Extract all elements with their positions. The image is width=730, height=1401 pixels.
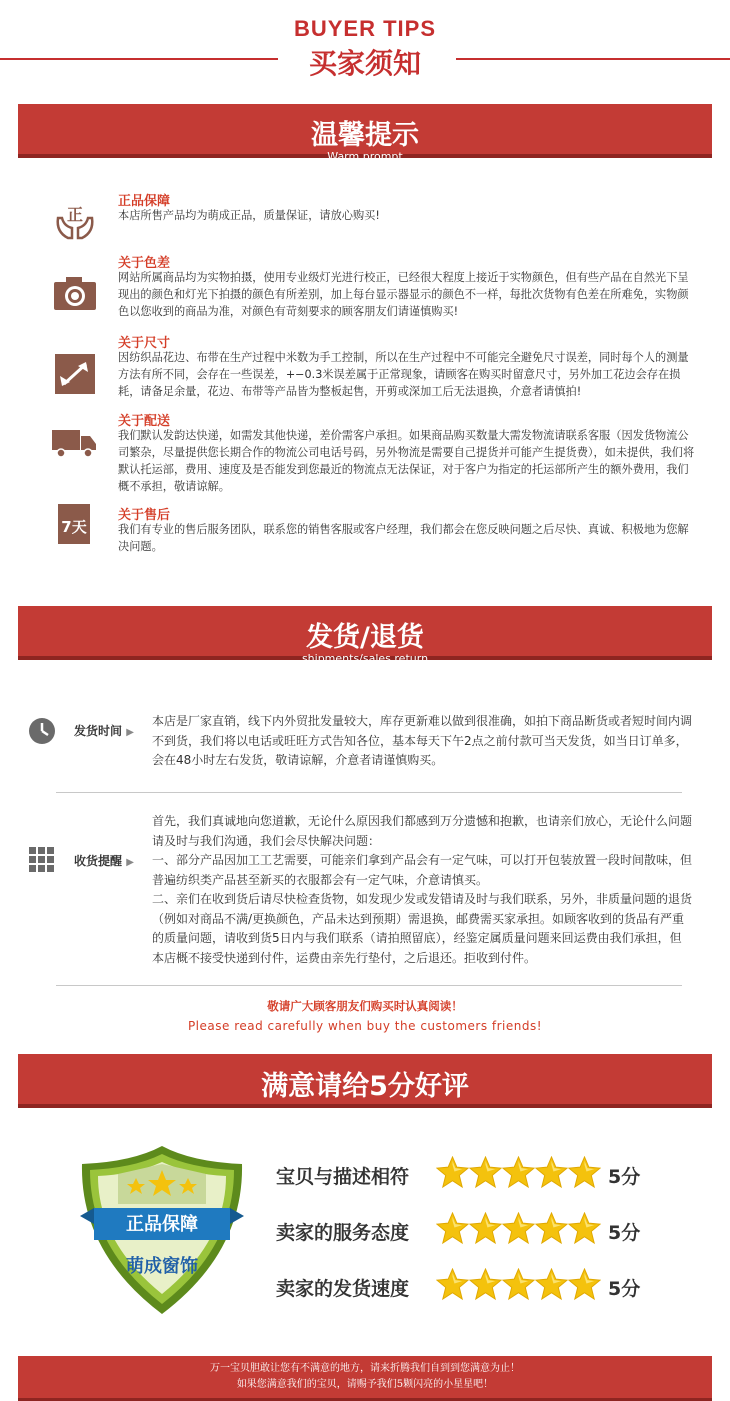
clock-icon	[28, 717, 56, 745]
rating-label: 卖家的发货速度	[276, 1278, 410, 1300]
svg-text:7天: 7天	[61, 518, 87, 536]
star-icon	[469, 1156, 502, 1189]
section-divider	[56, 792, 682, 793]
footer-banner	[18, 1356, 712, 1401]
grid-icon	[28, 846, 56, 874]
warm-prompt-title: 温馨提示	[311, 120, 419, 151]
page-header	[0, 0, 730, 90]
tip-size	[52, 332, 702, 402]
tip-heading: 关于色差	[118, 256, 171, 271]
receipt-reminder-text: 首先，我们真诚地向您道歉，无论什么原因我们都感到万分遗憾和抱歉，也请亲们放心，无论什么问题请及时与我们沟通，我们会尽快解决问题： 一、部分产品因加工工艺需要，可能亲们拿到产品会有一定气味，可以打开包装放置一段时间散味，但普遍纺织类产品甚至新买的衣服都会有一定气味，介意请慎买。 二、亲们在收到货后请尽快检查货物，如发现少发或发错请及时与我们联系，另外，非质量问题的退货（例如对商品不满/更换颜色，产品未达到预期）需退换，邮费需买家承担。如顾客收到的货品有严重的质量问题，请收到货5日内与我们联系（请拍照留底），经鉴定属质量问题来回运费由我们承担，但本店概不接受快递到付件，运费由亲先行垫付，之后退还。拒收到付件。	[152, 814, 693, 965]
warm-prompt-banner	[18, 104, 712, 163]
tip-genuine	[52, 190, 702, 250]
rating-row	[276, 1156, 656, 1196]
shipping-time-section	[28, 712, 708, 776]
svg-text:正品保障: 正品保障	[126, 1214, 198, 1235]
rating-stars	[436, 1212, 601, 1248]
rating-title: 满意请给5分好评	[261, 1071, 469, 1102]
tip-heading: 关于售后	[118, 508, 171, 523]
genuine-shield-badge	[74, 1142, 250, 1318]
star-icon	[535, 1212, 568, 1245]
svg-text:萌成窗饰: 萌成窗饰	[126, 1256, 198, 1277]
camera-icon	[52, 274, 98, 314]
star-icon	[502, 1268, 535, 1301]
svg-text:正: 正	[66, 205, 84, 224]
shipping-time-label: 发货时间 ▶	[74, 724, 134, 738]
tip-body: 我们有专业的售后服务团队，联系您的销售客服或客户经理，我们都会在您反映问题之后尽快、真诚、积极地为您解决问题。	[118, 523, 689, 553]
footer-line-2: 如果您满意我们的宝贝，请赐予我们5颗闪亮的小星星吧！	[236, 1379, 494, 1390]
tip-body: 因纺织品花边、布带在生产过程中米数为手工控制，所以在生产过程中不可能完全避免尺寸误差，同时每个人的测量方法有所不同，会存在一些误差，+−0.3米误差属于正常现象，请顾客在购买时留意尺寸，另外加工花边会存在损耗，请备足余量，花边、布带等产品皆为整板起售，开剪或深加工后无法退换，介意者请慎拍!	[118, 351, 689, 398]
shipping-title: 发货/退货	[306, 622, 424, 653]
star-icon	[568, 1212, 601, 1245]
tip-heading: 关于配送	[118, 414, 171, 429]
resize-arrow-icon	[52, 354, 98, 394]
tip-color	[52, 252, 702, 320]
rating-stars	[436, 1268, 601, 1304]
shipping-banner	[18, 606, 712, 665]
star-icon	[469, 1268, 502, 1301]
read-notice-cn: 敬请广大顾客朋友们购买时认真阅读！	[267, 999, 463, 1013]
rating-stars	[436, 1156, 601, 1192]
shipping-subtitle: shipments/sales return	[301, 652, 429, 665]
warm-prompt-subtitle: Warm prompt	[327, 150, 403, 163]
star-icon	[535, 1156, 568, 1189]
section-divider	[56, 985, 682, 986]
star-icon	[436, 1212, 469, 1245]
receipt-reminder-label: 收货提醒 ▶	[74, 854, 134, 868]
shipping-time-text: 本店是厂家直销，线下内外贸批发量较大，库存更新难以做到很准确，如拍下商品断货或者短时间内调不到货，我们将以电话或旺旺方式告知各位，基本每天下午2点之前付款可当天发货，如当日订单多，会在48小时左右发货，敬请谅解，介意者请谨慎购买。	[152, 714, 693, 767]
star-icon	[502, 1156, 535, 1189]
footer-line-1: 万一宝贝胆敢让您有不满意的地方，请来折腾我们自到到您满意为止！	[210, 1363, 520, 1374]
rating-row	[276, 1212, 656, 1252]
receipt-reminder-section	[28, 812, 708, 980]
tip-delivery	[52, 410, 702, 498]
rating-label: 卖家的服务态度	[276, 1222, 410, 1244]
header-cn-title: 买家须知	[308, 47, 421, 80]
rating-score: 5分	[608, 1222, 641, 1244]
tip-heading: 关于尺寸	[118, 336, 171, 351]
genuine-hands-icon	[52, 198, 98, 238]
star-icon	[436, 1268, 469, 1301]
tip-body: 本店所售产品均为萌成正品，质量保证，请放心购买!	[118, 209, 380, 222]
rating-label: 宝贝与描述相符	[276, 1166, 410, 1188]
tip-body: 我们默认发韵达快递，如需发其他快递，差价需客户承担。如果商品购买数量大需发物流请联系客服（因发货物流公司繁杂，尽量提供您长期合作的物流公司电话号码，另外物流是需要自己提货并可能产生提货费），如未提供，我们将默认托运部，费用、速度及是否能发到您最近的物流点无法保证，对于客户为指定的托运部所产生的额外费用，我们概不承担，敬请谅解。	[118, 429, 695, 493]
star-icon	[568, 1156, 601, 1189]
rating-score: 5分	[608, 1278, 641, 1300]
read-notice-en: Please read carefully when buy the customers friends!	[187, 1019, 543, 1033]
tip-aftersales	[52, 504, 702, 560]
rating-score: 5分	[608, 1166, 641, 1188]
rating-banner	[18, 1054, 712, 1108]
seven-day-icon	[52, 504, 98, 544]
star-icon	[502, 1212, 535, 1245]
star-icon	[535, 1268, 568, 1301]
tip-body: 网站所属商品均为实物拍摄，使用专业级灯光进行校正，已经很大程度上接近于实物颜色，但有些产品在自然光下呈现出的颜色和灯光下拍摄的颜色有所差别，加上每台显示器显示的颜色不一样，每批次货物有色差在所难免，实物颜色以您收到的商品为准，对颜色有苛刻要求的顾客朋友们请谨慎购买!	[118, 271, 689, 318]
star-icon	[568, 1268, 601, 1301]
star-icon	[436, 1156, 469, 1189]
star-icon	[469, 1212, 502, 1245]
header-en-title: BUYER TIPS	[293, 16, 437, 41]
rating-row	[276, 1268, 656, 1308]
tip-heading: 正品保障	[118, 194, 171, 209]
truck-icon	[52, 424, 98, 464]
